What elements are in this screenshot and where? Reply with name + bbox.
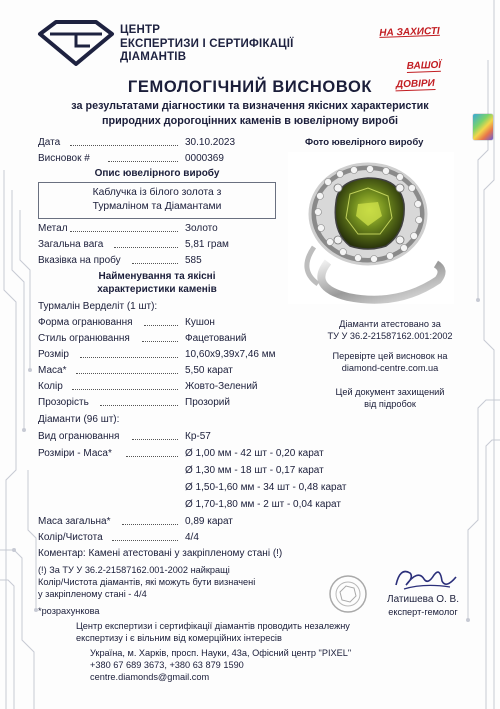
org-line-2: ЕКСПЕРТИЗИ І СЕРТИФІКАЦІЇ — [120, 37, 294, 50]
style-label: Стиль огранювання — [38, 333, 130, 344]
size-value: 10,60х9,39х7,46 мм — [185, 349, 276, 360]
style-row — [38, 333, 298, 345]
note-line-3: у закріпленому стані - 4/4 — [38, 589, 147, 600]
expert-signature — [390, 563, 460, 595]
dotted-leader — [70, 223, 178, 232]
slogan-badge — [361, 25, 448, 91]
certified-line-2: ТУ У 36.2-21587162.001:2002 — [327, 331, 453, 341]
hologram-security-sticker — [473, 114, 493, 140]
signatory-block — [378, 594, 468, 618]
colorclarity-label: Колір/Чистота — [38, 532, 103, 543]
footer-line-2: експертизу і є вільним від комерційних інтересів — [76, 633, 282, 644]
dotted-leader — [114, 239, 178, 248]
note-line-1: (!) За ТУ У 36.2-21587162.001-2002 найкращі — [38, 565, 230, 575]
dotted-leader — [100, 397, 178, 406]
estimated-note: *розрахункова — [38, 606, 100, 616]
signatory-name: Латишева О. В. — [387, 594, 459, 605]
check-line-1: Перевірте цей висновок на — [332, 351, 448, 361]
dotted-leader — [126, 448, 178, 457]
document-subtitle — [0, 99, 500, 129]
size-row — [38, 349, 298, 361]
colorclarity-value: 4/4 — [185, 532, 199, 543]
sizes-label: Розміри - Маса* — [38, 448, 112, 459]
certified-line-1: Діаманти атестовано за — [339, 319, 441, 329]
dotted-leader — [108, 153, 178, 162]
hallmark-label: Вказівка на пробу — [38, 255, 121, 266]
note-line-2: Колір/Чистота діамантів, які можуть бути визначені — [38, 577, 256, 588]
color-label: Колір — [38, 381, 63, 392]
official-stamp — [328, 574, 368, 614]
date-value: 30.10.2023 — [185, 137, 236, 148]
total-mass-row — [38, 516, 298, 528]
comment-text: Коментар: Камені атестовані у закріпленому стані (!) — [38, 548, 283, 559]
tourmaline-heading: Турмалін Верделіт (1 шт): — [38, 301, 158, 312]
website-link[interactable]: diamond-centre.com.ua — [341, 363, 439, 373]
dotted-leader — [122, 516, 178, 525]
shape-value: Кушон — [185, 317, 215, 328]
style-value: Фацетований — [185, 333, 247, 344]
org-line-1: ЦЕНТР — [120, 24, 161, 36]
clarity-row — [38, 397, 298, 409]
dotted-leader — [80, 349, 178, 358]
signatory-role: експерт-гемолог — [388, 607, 458, 618]
slogan-line-2: ВАШОЇ — [406, 59, 442, 72]
photo-label: Фото ювелірного виробу — [305, 137, 424, 148]
shape-label: Форма огранювання — [38, 317, 133, 328]
dotted-leader — [132, 431, 178, 440]
protected-line-2: від підробок — [364, 399, 416, 409]
stones-heading-line-2: характеристики каменів — [97, 284, 217, 295]
item-desc-line-2: Турмаліном та Діамантами — [92, 201, 222, 212]
weight-label: Загальна вага — [38, 239, 104, 250]
document-title: ГЕМОЛОГІЧНИЙ ВИСНОВОК — [127, 78, 373, 96]
metal-label: Метал — [38, 223, 68, 234]
diamonds-heading: Діаманти (96 шт): — [38, 414, 120, 425]
hallmark-value: 585 — [185, 255, 202, 266]
shape-row — [38, 317, 298, 329]
number-row — [38, 153, 288, 165]
cut-row — [38, 431, 298, 443]
footer-block — [76, 620, 350, 644]
organization-name — [120, 24, 294, 65]
total-mass-value: 0,89 карат — [185, 516, 233, 527]
dotted-leader — [132, 255, 178, 264]
mass-label: Маса* — [38, 365, 67, 376]
item-desc-line-1: Каблучка із білого золота з — [92, 187, 222, 198]
stones-heading-line-1: Найменування та якісні — [98, 271, 216, 282]
verification-block — [300, 350, 480, 374]
dotted-leader — [72, 381, 178, 390]
metal-value: Золото — [185, 223, 218, 234]
email-line[interactable]: centre.diamonds@gmail.com — [90, 672, 210, 683]
number-label: Висновок # — [38, 153, 90, 164]
diamond-centre-logo — [36, 20, 116, 66]
size-line-4: Ø 1,70-1,80 мм - 2 шт - 0,04 карат — [185, 499, 341, 510]
total-mass-label: Маса загальна* — [38, 516, 111, 527]
weight-value: 5,81 грам — [185, 239, 229, 250]
item-description-heading: Опис ювелірного виробу — [94, 168, 220, 179]
dotted-leader — [144, 317, 178, 326]
dotted-leader — [70, 137, 178, 146]
size-label: Розмір — [38, 349, 69, 360]
colorclarity-row — [38, 532, 298, 544]
phone-line[interactable]: +380 67 689 3673, +380 63 879 1590 — [90, 660, 244, 671]
footer-line-1: Центр експертизи і сертифікації діамантів проводить незалежну — [76, 621, 350, 631]
metal-row — [38, 223, 298, 235]
date-label: Дата — [38, 137, 61, 148]
subtitle-line-1: за результатами діагностики та визначення якісних характеристик — [71, 100, 429, 112]
protected-line-1: Цей документ захищений — [335, 387, 445, 397]
protection-note — [300, 386, 480, 410]
slogan-line-1: НА ЗАХИСТІ — [379, 25, 440, 39]
mass-row — [38, 365, 298, 377]
dotted-leader — [76, 365, 178, 374]
mass-value: 5,50 карат — [185, 365, 233, 376]
number-value: 0000369 — [185, 153, 224, 164]
size-line-1: Ø 1,00 мм - 42 шт - 0,20 карат — [185, 448, 324, 459]
address-line: Україна, м. Харків, просп. Науки, 43а, Офісний центр "PIXEL" — [90, 648, 352, 658]
ring-photo — [288, 152, 454, 304]
subtitle-line-2: природних дорогоцінних каменів в ювелірному виробі — [101, 115, 399, 127]
clarity-value: Прозорий — [185, 397, 230, 408]
cut-value: Кр-57 — [185, 431, 211, 442]
size-line-3: Ø 1,50-1,60 мм - 34 шт - 0,48 карат — [185, 482, 347, 493]
certification-standard — [300, 318, 480, 342]
dotted-leader — [142, 333, 178, 342]
dotted-leader — [112, 532, 178, 541]
date-row — [38, 137, 288, 149]
clarity-label: Прозорість — [38, 397, 89, 408]
slogan-line-3: ДОВІРИ — [395, 77, 435, 91]
color-row — [38, 381, 298, 393]
sizes-row — [38, 448, 398, 460]
note-block — [38, 564, 255, 601]
size-line-2: Ø 1,30 мм - 18 шт - 0,17 карат — [185, 465, 324, 476]
org-line-3: ДІАМАНТІВ — [120, 51, 187, 63]
weight-row — [38, 239, 298, 251]
hallmark-row — [38, 255, 298, 267]
item-description-box — [38, 182, 276, 219]
contact-block — [90, 647, 351, 684]
stones-heading — [38, 270, 276, 296]
cut-label: Вид огранювання — [38, 431, 120, 442]
color-value: Жовто-Зелений — [185, 381, 258, 392]
